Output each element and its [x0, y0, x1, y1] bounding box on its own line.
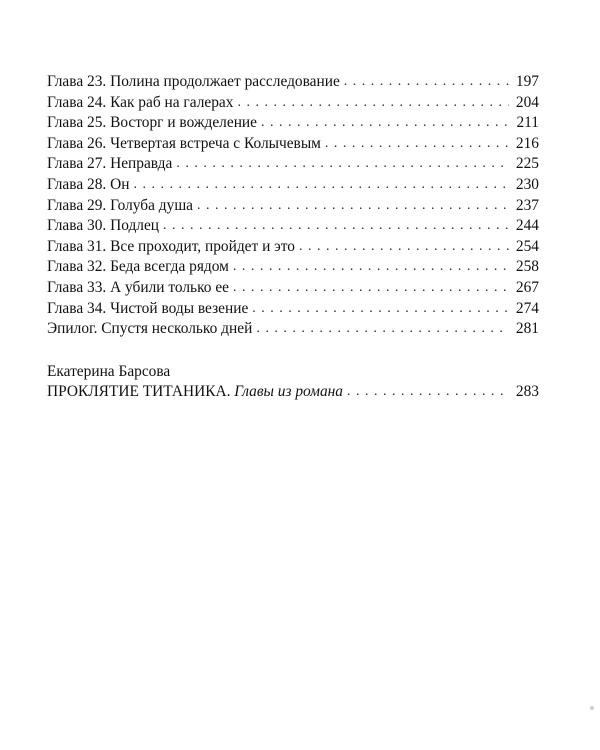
- toc-entry-chapter-32: [47, 257, 539, 278]
- appendix-subtitle: Главы из романа: [234, 383, 343, 401]
- dot-leader: [252, 299, 509, 320]
- toc-entry-page: 211: [516, 114, 539, 132]
- toc-entry-title: Глава 28. Он: [47, 175, 133, 196]
- toc-entry-page: 225: [515, 155, 539, 173]
- toc-entry-page: 237: [515, 196, 539, 214]
- toc-entry-chapter-27: [47, 154, 539, 175]
- scan-speck: [590, 706, 594, 710]
- toc-list: [47, 72, 539, 340]
- toc-entry-chapter-34: [47, 299, 539, 320]
- toc-entry-page: 274: [515, 299, 539, 317]
- dot-leader: [256, 319, 509, 340]
- toc-entry-title: [47, 382, 347, 403]
- appendix-section: [47, 362, 539, 403]
- dot-leader: [299, 237, 509, 258]
- toc-entry-title: Глава 31. Все проходит, пройдет и это: [47, 237, 299, 258]
- toc-entry-chapter-25: [47, 113, 539, 134]
- dot-leader: [233, 278, 509, 299]
- toc-entry-chapter-23: [47, 72, 539, 93]
- toc-entry-title: Глава 25. Восторг и вожделение: [47, 113, 261, 134]
- dot-leader: [261, 113, 509, 134]
- dot-leader: [133, 175, 509, 196]
- dot-leader: [197, 196, 509, 217]
- toc-entry-epilogue: [47, 319, 539, 340]
- toc-entry-page: 283: [515, 383, 539, 401]
- table-of-contents: [47, 72, 539, 403]
- toc-entry-page: 230: [515, 175, 539, 193]
- toc-entry-page: 216: [515, 134, 539, 152]
- toc-entry-chapter-29: [47, 196, 539, 217]
- dot-leader: [237, 93, 509, 114]
- toc-entry-page: 204: [515, 93, 539, 111]
- toc-entry-title: Глава 23. Полина продолжает расследование: [47, 72, 344, 93]
- toc-entry-page: 281: [515, 320, 539, 338]
- toc-entry-page: 244: [515, 217, 539, 235]
- toc-entry-title: Эпилог. Спустя несколько дней: [47, 319, 256, 340]
- appendix-title: ПРОКЛЯТИЕ ТИТАНИКА.: [47, 383, 231, 401]
- toc-entry-title: Глава 26. Четвертая встреча с Колычевым: [47, 134, 325, 155]
- toc-entry-title: Глава 30. Подлец: [47, 216, 163, 237]
- toc-entry-chapter-31: [47, 237, 539, 258]
- toc-entry-chapter-28: [47, 175, 539, 196]
- toc-entry-chapter-24: [47, 93, 539, 114]
- toc-entry-title: Глава 27. Неправда: [47, 154, 176, 175]
- toc-entry-chapter-30: [47, 216, 539, 237]
- dot-leader: [176, 154, 509, 175]
- toc-entry-title: Глава 24. Как раб на галерах: [47, 93, 237, 114]
- toc-entry-appendix: [47, 382, 539, 403]
- toc-entry-title: Глава 34. Чистой воды везение: [47, 299, 252, 320]
- dot-leader: [233, 257, 509, 278]
- toc-entry-title: Глава 33. А убили только ее: [47, 278, 233, 299]
- dot-leader: [344, 72, 509, 93]
- toc-entry-page: 267: [515, 278, 539, 296]
- toc-entry-title: Глава 29. Голуба душа: [47, 196, 197, 217]
- toc-entry-title: Глава 32. Беда всегда рядом: [47, 257, 233, 278]
- toc-entry-chapter-26: [47, 134, 539, 155]
- toc-entry-page: 197: [515, 73, 539, 90]
- toc-entry-chapter-33: [47, 278, 539, 299]
- toc-entry-page: 254: [515, 237, 539, 255]
- dot-leader: [325, 134, 509, 155]
- toc-entry-page: 258: [515, 258, 539, 276]
- dot-leader: [163, 216, 509, 237]
- dot-leader: [347, 382, 509, 403]
- appendix-author: Екатерина Барсова: [47, 362, 171, 380]
